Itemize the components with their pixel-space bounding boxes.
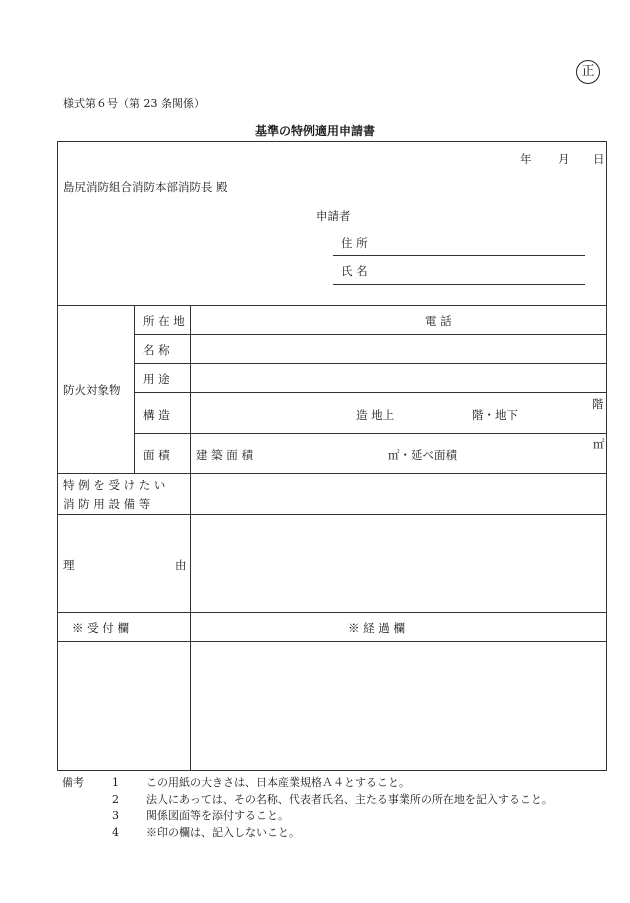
applicant-name-label: 氏 名 <box>341 264 368 278</box>
divider <box>58 641 606 642</box>
note-item <box>62 808 553 825</box>
addressee: 島尻消防組合消防本部消防長 殿 <box>63 180 228 194</box>
name-line <box>333 284 585 285</box>
use-label: 用 途 <box>143 372 170 386</box>
form-title: 基準の特例適用申請書 <box>254 124 375 138</box>
note-text: この用紙の大きさは、日本産業規格Ａ４とすること。 <box>146 776 410 789</box>
location-label: 所 在 地 <box>143 314 185 328</box>
note-number: 2 <box>112 792 119 806</box>
area-unit: ㎡ <box>593 437 605 451</box>
area-label: 面 積 <box>143 448 170 462</box>
note-item <box>62 825 553 842</box>
note-item <box>62 792 553 809</box>
applicant-label: 申請者 <box>316 209 351 223</box>
divider <box>58 514 606 515</box>
applicant-address-label: 住 所 <box>341 236 368 250</box>
divider <box>58 305 606 306</box>
reason-label-right: 由 <box>175 558 187 572</box>
structure-text: 造 地上 <box>356 408 395 422</box>
reception-column-label: ※ 受 付 欄 <box>72 621 129 635</box>
building-area-label: 建 築 面 積 <box>196 448 253 462</box>
form-number: 様式第６号（第 23 条関係） <box>63 97 205 110</box>
date-year-label: 年 <box>520 152 532 166</box>
date-month-label: 月 <box>558 152 570 166</box>
application-form-table <box>57 141 607 771</box>
note-number: 3 <box>112 809 119 822</box>
note-item <box>62 775 553 792</box>
divider <box>58 612 606 613</box>
divider <box>134 392 606 393</box>
phone-label: 電 話 <box>425 314 452 328</box>
note-text: ※印の欄は、記入しないこと。 <box>146 825 300 839</box>
structure-label: 構 造 <box>143 408 170 422</box>
notes-section <box>62 775 553 841</box>
floors-unit: 階 <box>592 397 604 411</box>
divider <box>134 433 606 434</box>
floors-text: 階・地下 <box>472 408 518 422</box>
note-number: 1 <box>112 776 119 789</box>
special-equipment-label-line1: 特 例 を 受 け た い <box>63 478 166 492</box>
divider <box>190 305 191 770</box>
progress-column-label: ※ 経 過 欄 <box>348 621 405 635</box>
divider <box>58 473 606 474</box>
note-text: 関係図面等を添付すること。 <box>146 809 289 822</box>
date-day-label: 日 <box>593 152 605 166</box>
divider <box>134 334 606 335</box>
special-equipment-label-line2: 消 防 用 設 備 等 <box>63 497 151 511</box>
divider <box>134 305 135 473</box>
fire-prevention-object-label: 防火対象物 <box>63 383 121 397</box>
building-name-label: 名 称 <box>143 343 170 357</box>
total-floor-area-label: ㎡・延べ面積 <box>388 448 457 462</box>
note-text: 法人にあっては、その名称、代表者氏名、主たる事業所の所在地を記入すること。 <box>146 792 553 806</box>
notes-heading: 備考 <box>62 776 84 789</box>
official-seal-mark: 正 <box>576 60 600 84</box>
note-number: 4 <box>112 825 119 839</box>
address-line <box>333 255 585 256</box>
divider <box>134 363 606 364</box>
reason-label-left: 理 <box>63 558 75 572</box>
